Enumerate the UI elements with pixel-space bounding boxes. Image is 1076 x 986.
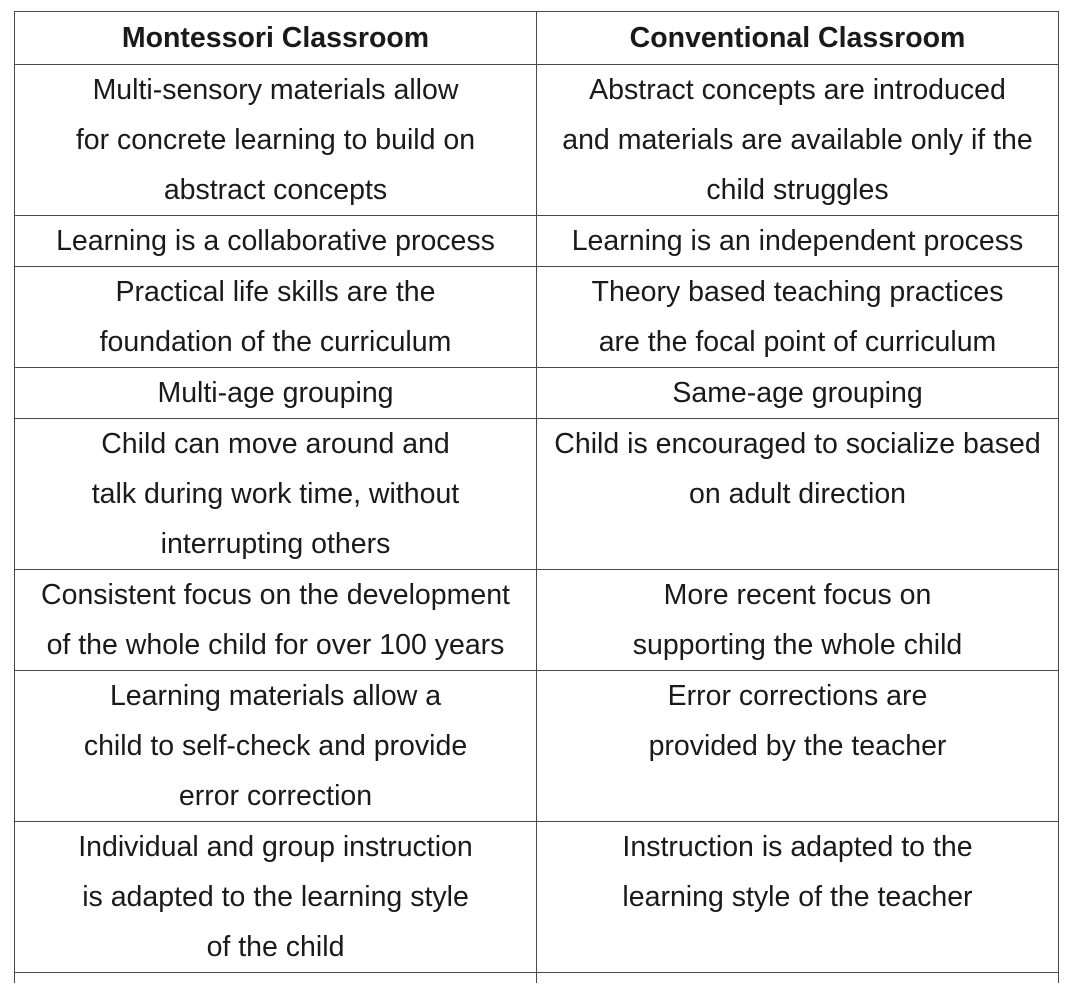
cell-text-line: of the whole child for over 100 years bbox=[46, 629, 505, 661]
cell-text-line: child to self-check and provide bbox=[83, 730, 468, 762]
cell-montessori bbox=[15, 671, 537, 822]
cell-conventional bbox=[537, 822, 1059, 973]
cutoff-row bbox=[15, 973, 1059, 984]
cell-text-line: Child can move around and bbox=[101, 428, 450, 460]
cell-text-line: foundation of the curriculum bbox=[99, 326, 452, 358]
cell-text-line: abstract concepts bbox=[163, 174, 388, 206]
cell-text-line: on adult direction bbox=[688, 478, 907, 510]
cell-text-line: child struggles bbox=[706, 174, 889, 206]
table-row bbox=[15, 822, 1059, 973]
cell-montessori bbox=[15, 65, 537, 216]
cell-montessori bbox=[15, 822, 537, 973]
cell-text-line: talk during work time, without bbox=[91, 478, 460, 510]
cell-text-line: learning style of the teacher bbox=[622, 881, 973, 913]
comparison-table bbox=[14, 11, 1059, 983]
cell-text-line: Consistent focus on the development bbox=[41, 579, 510, 611]
cell-text-line: and materials are available only if the bbox=[562, 124, 1033, 156]
cell-text-line: error correction bbox=[178, 780, 373, 812]
cell-text-line: Individual and group instruction bbox=[78, 831, 473, 863]
cell-conventional bbox=[537, 65, 1059, 216]
cell-conventional bbox=[537, 368, 1059, 419]
header-montessori: Montessori Classroom bbox=[15, 12, 537, 65]
table-row bbox=[15, 368, 1059, 419]
cell-conventional bbox=[537, 570, 1059, 671]
cell-text-line: Learning materials allow a bbox=[109, 680, 442, 712]
cell-text-line: interrupting others bbox=[160, 528, 391, 560]
cell-conventional bbox=[537, 671, 1059, 822]
cell-text-line: Learning is a collaborative process bbox=[56, 225, 495, 257]
table-row bbox=[15, 267, 1059, 368]
cell-text-line: Multi-age grouping bbox=[157, 377, 394, 409]
cell-text-line: Theory based teaching practices bbox=[591, 276, 1004, 308]
cell-montessori bbox=[15, 368, 537, 419]
header-row bbox=[15, 12, 1059, 65]
cell-text-line: Child is encouraged to socialize based bbox=[554, 428, 1041, 460]
cell-montessori bbox=[15, 216, 537, 267]
cell-text-line: supporting the whole child bbox=[632, 629, 963, 661]
cell-text-line: Error corrections are bbox=[667, 680, 928, 712]
table-row bbox=[15, 65, 1059, 216]
cell-text-line: More recent focus on bbox=[663, 579, 932, 611]
cell-text-line: Learning is an independent process bbox=[571, 225, 1024, 257]
cutoff-cell bbox=[537, 973, 1059, 984]
cell-conventional bbox=[537, 267, 1059, 368]
cell-text-line: for concrete learning to build on bbox=[75, 124, 476, 156]
cell-text-line: Same-age grouping bbox=[672, 377, 923, 409]
table-row bbox=[15, 419, 1059, 570]
cell-text-line: Abstract concepts are introduced bbox=[589, 74, 1006, 106]
cell-montessori bbox=[15, 267, 537, 368]
table-row bbox=[15, 570, 1059, 671]
cell-text-line: provided by the teacher bbox=[648, 730, 947, 762]
table-body bbox=[15, 65, 1059, 984]
cell-text-line: Instruction is adapted to the bbox=[622, 831, 973, 863]
cutoff-cell bbox=[15, 973, 537, 984]
cell-montessori bbox=[15, 419, 537, 570]
cell-text-line: Practical life skills are the bbox=[115, 276, 436, 308]
header-conventional: Conventional Classroom bbox=[537, 12, 1059, 65]
cell-text-line: of the child bbox=[206, 931, 345, 963]
table-row bbox=[15, 671, 1059, 822]
cell-conventional bbox=[537, 419, 1059, 570]
cell-text-line: are the focal point of curriculum bbox=[598, 326, 997, 358]
cell-text-line: Multi-sensory materials allow bbox=[92, 74, 459, 106]
cell-conventional bbox=[537, 216, 1059, 267]
cell-montessori bbox=[15, 570, 537, 671]
table-row bbox=[15, 216, 1059, 267]
cell-text-line: is adapted to the learning style bbox=[82, 881, 469, 913]
